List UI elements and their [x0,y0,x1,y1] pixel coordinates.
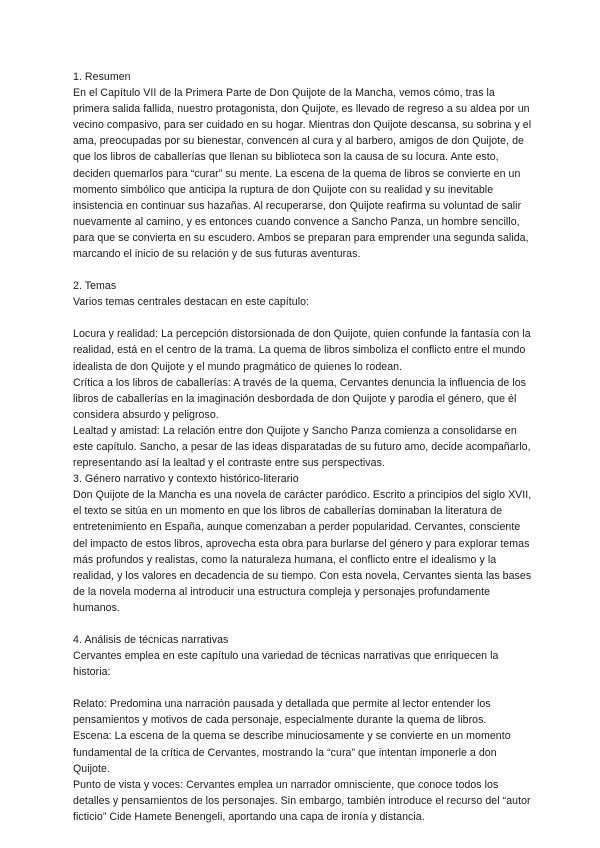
temas-intro: Varios temas centrales destacan en este capítulo: [73,296,310,309]
section-heading-temas: 2. Temas [73,280,117,293]
tecnica-item-punto-de-vista: Punto de vista y voces: Cervantes emplea un narrador omnisciente, que conoce todos los detalles y pensamientos de los personajes. Sin embargo, también introduce el recurso del “autor ficticio” Cide Hamete Benengeli, aportando una capa de ironía y distancia. [73,778,531,823]
tema-item-critica: Crítica a los libros de caballerías: A través de la quema, Cervantes denuncia la influencia de los libros de caballerías en la imaginación desbordada de don Quijote y parodia el género, que él considera absurdo y peligroso. [73,376,527,421]
section-spacer [73,310,533,326]
tecnica-item-escena: Escena: La escena de la quema se describe minuciosamente y se convierte en un momento fundamental de la crítica de Cervantes, mostrando la “cura” que intentan imponerle a don Quijote. [73,730,511,775]
section-heading-resumen: 1. Resumen [73,71,131,83]
document-body [73,69,533,825]
analisis-intro: Cervantes emplea en este capítulo una variedad de técnicas narrativas que enriquecen la historia: [73,650,499,679]
genero-paragraph: Don Quijote de la Mancha es una novela de carácter paródico. Escrito a principios del siglo XVII, el texto se sitúa en un momento en que los libros de caballerías dominaban la literatura de entretenimiento en España, aunque comenzaban a perder popularidad. Cervantes, consciente del impacto de estos libros, aprovecha esta obra para burlarse del género y para explorar temas más profundos y realistas, como la naturaleza humana, el conflicto entre el idealismo y la realidad, y los valores en decadencia de su tiempo. Con esta novela, Cervantes sienta las bases de la novela moderna al introducir una estructura compleja y personajes profundamente humanos. [73,489,532,614]
section-spacer [73,262,533,278]
tecnica-item-relato: Relato: Predomina una narración pausada y detallada que permite al lector entender los pensamientos y motivos de cada personaje, especialmente durante la quema de libros. [73,698,491,727]
section-heading-analisis: 4. Análisis de técnicas narrativas [73,634,229,646]
tema-item-lealtad: Lealtad y amistad: La relación entre don Quijote y Sancho Panza comienza a consolidarse en este capítulo. Sancho, a pesar de las ideas disparatadas de su futuro amo, decide acompañarlo, representando así la lealtad y el contraste entre sus perspectivas. [73,424,531,470]
resumen-paragraph: En el Capítulo VII de la Primera Parte de Don Quijote de la Mancha, vemos cómo, tras la primera salida fallida, nuestro protagonista, don Quijote, es llevado de regreso a su aldea por un vecino compasivo, para ser cuidado en su hogar. Mientras don Quijote descansa, su sobrina y el ama, preocupadas por su bienestar, convencen al cura y al barbero, amigos de don Quijote, de que los libros de caballerías que llenan su biblioteca son la causa de su locura. Ante esto, deciden quemarlos para “curar” su mente. La escena de la quema de libros se convierte en un momento simbólico que anticipa la ruptura de don Quijote con su realidad y su inevitable insistencia en continuar sus hazañas. Al recuperarse, don Quijote reafirma su voluntad de salir nuevamente al camino, y es entonces cuando convence a Sancho Panza, un hombre sencillo, para que se convierta en su escudero. Ambos se preparan para emprender una segunda salida, marcando el inicio de su relación y de sus futuras aventuras. [73,87,532,261]
tema-item-locura: Locura y realidad: La percepción distorsionada de don Quijote, quien confunde la fantasía con la realidad, está en el centro de la trama. La quema de libros simboliza el conflicto entre el mundo idealista de don Quijote y el mundo pragmático de quienes lo rodean. [73,328,531,373]
section-spacer [73,616,533,632]
section-heading-genero: 3. Género narrativo y contexto histórico-literario [73,473,299,486]
section-spacer [73,680,533,696]
